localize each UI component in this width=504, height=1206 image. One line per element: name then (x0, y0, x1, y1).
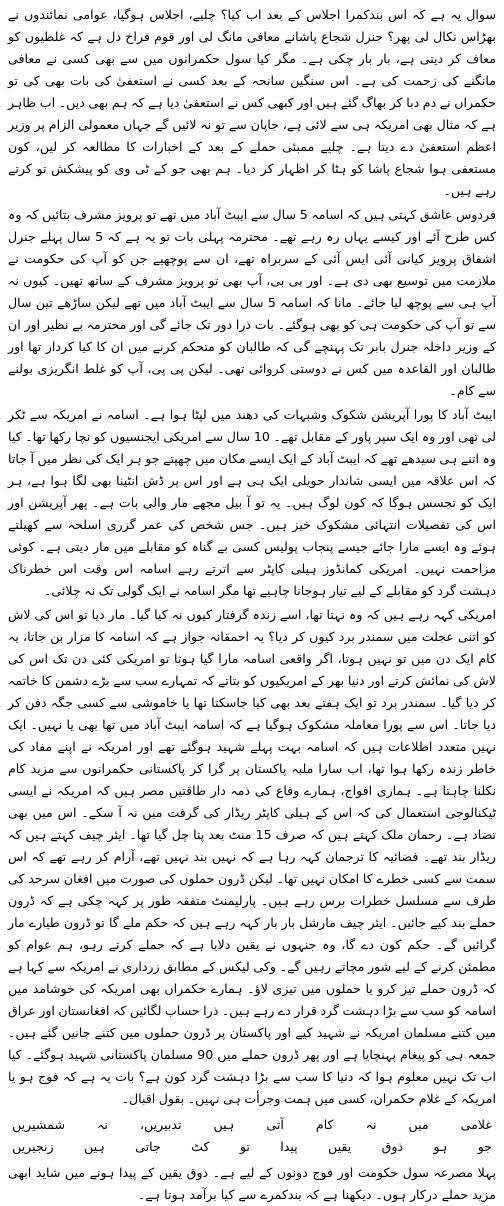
poem-word: کام (315, 1117, 334, 1132)
iqbal-couplet (8, 1114, 496, 1158)
paragraph: امریکی کہہ رہے ہیں کہ وہ نہتا تھا، اسے زندہ گرفتار کیوں نہ کیا گیا۔ مار دیا تو اس کی لاش کو اتنی عجلت میں سمندر برد کیوں کر دیا؟ یہ احمقانہ جواز ہے کہ اسامہ کا مزار بن جاتا، یہ کام ایک دن میں تو نہیں ہوتا، اگر واقعی اسامہ مارا گیا ہوتا تو امریکی کئی دن تک اس کی لاش کی نمائش کرتے اور دنیا بھر کے امریکیوں کو بتاتے کہ تمہارے سب سے بڑے دشمن کا خاتمہ کر دیا گیا۔ سمندر برد تو ایک ہفتے بعد بھی کیا جاسکتا تھا یا خاموشی سے کسی جگہ دفن کر دیا جاتا۔ اس سے پورا معاملہ مشکوک ہوگیا ہے کہ اسامہ ایبٹ آباد میں تھا بھی یا نہیں۔ ایک نہیں متعدد اطلاعات ہیں کہ اسامہ بہت پہلے شہید ہوگئے تھے اور امریکہ نے اپنے مفاد کی خاطر زندہ رکھا ہوا تھا، اب سارا ملبہ پاکستان پر گرا کر پاکستانی حکمرانوں سے مزید کام نکلنا چاہتا ہے۔ ہماری افواج، ہمارے وفاع کی ذمہ دار طاقتیں مصر ہیں کہ امریکہ نے ایسی ٹیکنالوجی استعمال کی کہ اس کے ہیلی کاپٹر ریڈار کی گرفت میں نہ آ سکے۔ اس میں بھی تضاد ہے۔ رحمان ملک کہتے ہیں کہ صرف 15 منٹ بعد پتا چل گیا تھا۔ ایئر چیف کہتے ہیں کہ ریڈار بند تھے۔ فضائیہ کا ترجمان کہہ رہا ہے کہ نہیں بند نہیں تھے، آرام کر رہے تھے کہ اس سمت سے کسی خطرے کا امکان نہیں تھا۔ لیکن ڈرون حملوں کی صورت میں افغان سرحد کی طرف سے مسلسل خطرات برس رہے ہیں۔ پارلیمنٹ متفقہ طور پر کہہ چکی ہے کہ ڈرون حملے بند کیے جائیں۔ ایئر چیف مارشل بار بار کہہ رہے ہیں کہ حکم ملے گا تو ڈرون طیارے مار گرائیں گے۔ حکم کون دے گا، وہ جنہوں نے یقین دلایا ہے کہ حملے کرتے رہو، ہم عوام کو مطمئن کرنے کے لیے شور مچاتے رہیں گے۔ وکی لیکس کے مطابق زرداری نے امریکہ سے کہا ہے کہ ڈرون حملے تیز کرو یا حملوں میں تیزی لاؤ۔ ہمارے حکمراں بھی امریکہ کی خوشامد میں اسامہ کو سب سے بڑا دہشت گرد قرار دے رہے ہیں۔ ذرا حساب لگائیں کہ افغانستان اور عراق میں کتنے مسلمان امریکہ نے شہید کیے اور پاکستان پر ڈرون حملوں میں کتنے جانیں گئے ہیں۔ جمعہ ہی کو پیغام پہنچایا ہے اور پھر ڈرون حملے میں 90 مسلمان پاکستانی شہید ہوگئے۔ کیا اب تک نہیں معلوم ہوا کہ دنیا کا سب سے بڑا دہشت گرد کون ہے؟ بات یہ ہے کہ فوج ہو یا امریکہ کے غلام حکمران، کسی میں ہمت وجرأت ہی نہیں۔ بقول اقبال۔ (8, 607, 496, 1106)
poem-word: ذوق (381, 1139, 404, 1154)
paragraph: فردوس عاشق کہتی ہیں کہ اسامہ 5 سال سے ایبٹ آباد میں تھے تو پرویز مشرف بتائیں کہ وہ کس طرح آئے اور کیسے یہاں رہ رہے تھے۔ محترمہ پہلی بات تو یہ ہے کہ 5 سال پہلے جنرل اشفاق پرویز کیانی آئی ایس آئی کے سربراہ تھے، ان سے پوچھیے جن کو آپ کی حکومت نے ملازمت میں توسیع بھی دی ہے۔ اور بی بی، آپ بھی تو پرویز مشرف کے ساتھ تھیں۔ کیوں نہ آپ ہی سے پوچھ لیا جائے۔ مانا کہ اسامہ 5 سال سے ایبٹ آباد میں تھے لیکن ساڑھے تین سال سے تو آپ کی حکومت ہی کو بھی ہوگئے۔ بات ذرا دور تک جائے گی اور محترمہ بے نظیر اور ان کے وزیر داخلہ جنرل بابر تک پہنچے گی کہ طالبان کو متحکم کرنے میں ان کا کیا کردار تھا اور طالبان اور القاعدہ میں کس نے دوستی کروائی تھی۔ لیکن پی پی، آپ کو غلط انگریزی بولنے سے کام۔ (8, 207, 496, 398)
poem-word: زنجیریں (12, 1139, 54, 1154)
paragraph: سوال یہ ہے کہ اس بندکمرا اجلاس کے بعد اب کیا؟ چلیے، اجلاس ہوگیا، عوامی نمائندوں نے بھڑاس نکال لی پھر؟ جنرل شجاع پاشانے معافی مانگ لی اور قوم فراخ دل ہے کہ غلطیوں کو معاف کر دیتی ہے، بار بار چکی ہے۔ مگر کیا سول حکمرانوں میں سے بھی کسی نے معافی مانگنے کی زحمت کی ہے۔ اس سنگین سانحہ کے بعد کسی نے استعفیٰ کی بات بھی کی تو حکمراں نے دم دبا کر بھاگ گئے ہیں اور کبھی کس نے استعفیٰ دیا ہے کہ ہم بھی دیں۔ اب ظاہر ہے کہ مثال بھی امریکہ ہی سے لائی ہے، جاپان سے تو نہ لائیں گے جہاں معمولی الزام پر وزیر اعظم استعفیٰ دے دیتا ہے۔ چلیے ممبئی حملے کے بعد کے اخبارات کا مطالعہ کر لیں، کون مستعفی ہوا شجاع پاشا کو ہٹا کر اظہار کر دیا۔ ہم بھی جو کے ٹی وی کو پیشکش تو کرتے رہے ہیں۔ (8, 7, 496, 198)
poem-word: تدبیریں، (139, 1117, 182, 1132)
poem-word: میں (408, 1117, 429, 1132)
poem-word: پیدا (280, 1139, 298, 1154)
poem-word: نہ (365, 1117, 377, 1132)
poem-word: آتی (266, 1117, 284, 1132)
poem-word: شمشیریں (12, 1117, 66, 1132)
poem-word: یقیں (328, 1139, 352, 1154)
article-body (8, 4, 496, 1110)
poem-word: کٹ (191, 1139, 210, 1154)
closing-text: پہلا مصرعہ سول حکومت اور فوج دونوں کے لیے ہے۔ ذوق یقین کے پیدا ہونے میں شاید ابھی مزید حملے درکار ہوں۔ دیکھنا ہے کہ بندکمرے سے کیا برآمد ہوتا ہے۔ (8, 1165, 496, 1202)
poem-word: تو (239, 1139, 250, 1154)
couplet-line-2 (8, 1136, 496, 1158)
poem-word: ہیں (213, 1117, 235, 1132)
poem-word: غلامی (460, 1117, 492, 1132)
couplet-line-1 (8, 1114, 496, 1136)
closing-paragraph (8, 1162, 496, 1206)
poem-word: ہو (433, 1139, 448, 1154)
poem-word: جاتی (135, 1139, 161, 1154)
paragraph: ایبٹ آباد کا پورا آپریشن شکوک وشبہات کی دھند میں لپٹا ہوا ہے۔ اسامہ نے امریکہ سے ٹکر لی تھی اور وہ ایک سپر پاور کے مقابل تھے۔ 10 سال سے امریکی ایجنسیوں کو نچا رکھا تھا۔ کیا وہ اتنے ہی سیدھے تھے کہ ایبٹ آباد کے ایک ایسے مکان میں چھپتے جو ہر ایک کی نظر میں آ جاتا کہ اس علاقہ میں ایسی شاندار حویلی ایک ہی ہے اور اس پر ڈش انٹینا بھی لگا ہوا ہے، ہر ایک کو تجسس ہوگا کہ کون لوگ ہیں۔ یہ تو آ بیل مجھے مار والی بات ہے۔ پھر آپریشن اور اس کی تفصیلات انتہائی مشکوک خیز ہیں۔ جس شخص کی عمر گزری اسلحہ سے کھیلتے ہوئے وہ ایسے مارا جائے جیسے پنجاب پولیس کسی بے گناہ کو مقابلے میں مار دیتی ہے۔ کوئی مزاحمت نہیں۔ امریکی کمانڈوز ہیلی کاپٹر سے اترتے رہے اسامہ اس وقت اس خطرناک دہشت گرد کو مقابلے کے لیے تیار ہوجانا چاہیے تھا مگر اسامہ نے ایک گولی تک نہ چلائی۔ (8, 407, 496, 598)
poem-word: ہیں (83, 1139, 105, 1154)
poem-word: جو (477, 1139, 492, 1154)
poem-word: نہ (97, 1117, 108, 1132)
